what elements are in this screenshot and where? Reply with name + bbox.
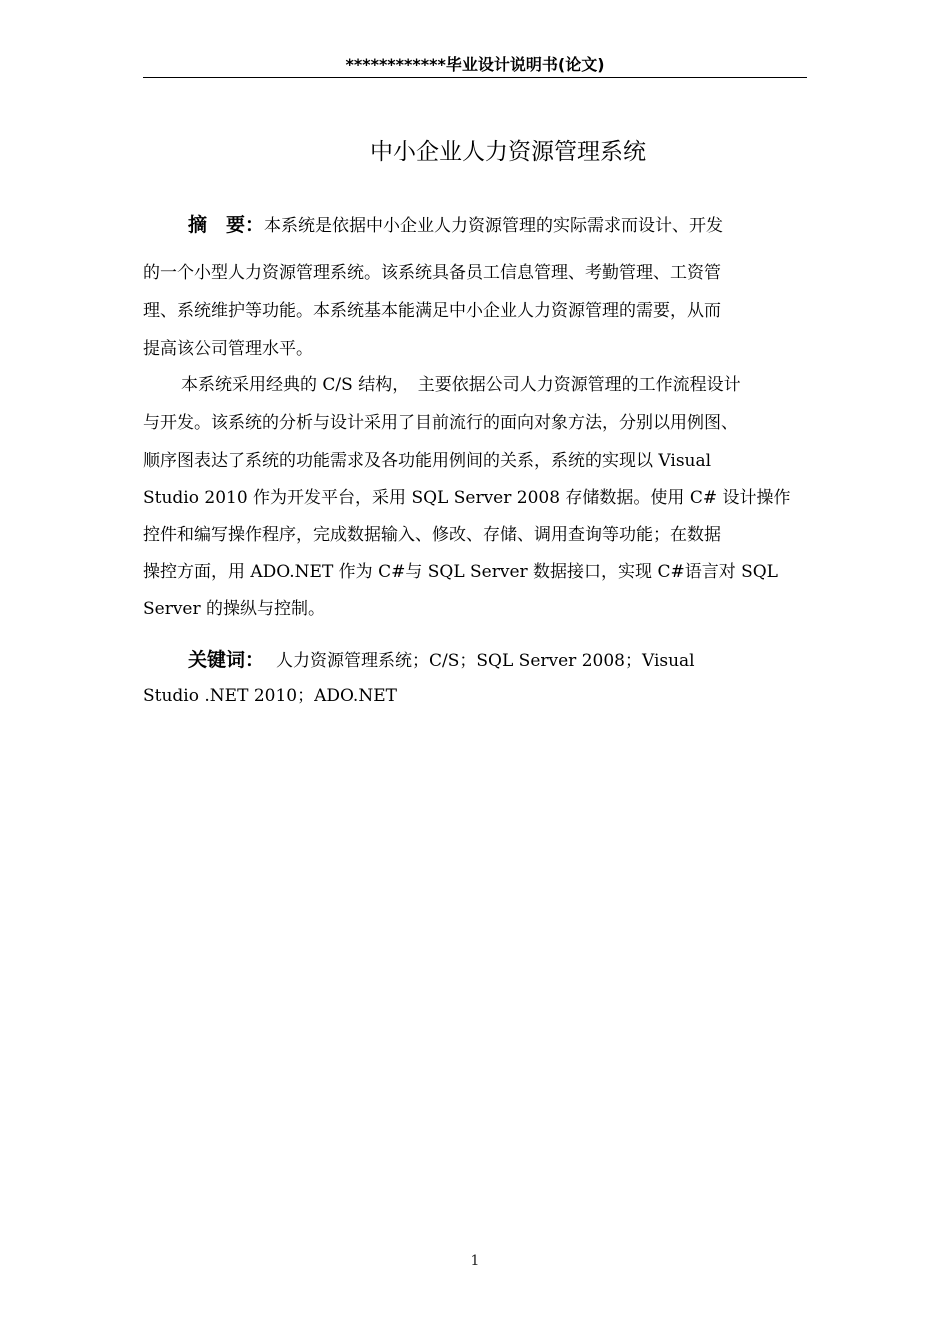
- abstract-label: 摘 要：: [188, 214, 265, 236]
- paragraph-2-line-3: 顺序图表达了系统的功能需求及各功能用例间的关系，系统的实现以 Visual: [143, 451, 712, 471]
- paragraph-2-line-6: 操控方面，用 ADO.NET 作为 C#与 SQL Server 数据接口，实现 C#语言对 SQL: [143, 562, 778, 582]
- abstract-line-2: 的一个小型人力资源管理系统。该系统具备员工信息管理、考勤管理、工资管: [143, 263, 721, 283]
- abstract-line-1: [143, 206, 808, 245]
- abstract-line-3: 理、系统维护等功能。本系统基本能满足中小企业人力资源管理的需要，从而: [143, 301, 721, 321]
- keywords-line-1: [143, 641, 808, 680]
- abstract-text-1: 本系统是依据中小企业人力资源管理的实际需求而设计、开发: [264, 216, 724, 236]
- paragraph-2-line-5: 控件和编写操作程序，完成数据输入、修改、存储、调用查询等功能；在数据: [143, 525, 721, 545]
- paragraph-2-line-2: 与开发。该系统的分析与设计采用了目前流行的面向对象方法，分别以用例图、: [143, 413, 738, 433]
- page-header: [143, 52, 807, 78]
- keywords-text-1: 人力资源管理系统；C/S；SQL Server 2008；Visual: [276, 651, 695, 671]
- paragraph-2-line-7: Server 的操纵与控制。: [143, 599, 326, 619]
- paragraph-2-line-4: Studio 2010 作为开发平台，采用 SQL Server 2008 存储数据。使用 C# 设计操作: [143, 488, 791, 508]
- keywords-line-2: Studio .NET 2010；ADO.NET: [143, 686, 397, 706]
- document-title: 中小企业人力资源管理系统: [370, 139, 646, 165]
- abstract-line-4: 提高该公司管理水平。: [143, 339, 313, 359]
- page-number: 1: [470, 1253, 480, 1269]
- keywords-label: 关键词：: [188, 649, 265, 671]
- header-text: ************毕业设计说明书(论文): [345, 55, 605, 74]
- paragraph-2-text-1: 本系统采用经典的 C/S 结构， 主要依据公司人力资源管理的工作流程设计: [181, 375, 741, 395]
- paragraph-2-line-1: [143, 366, 808, 404]
